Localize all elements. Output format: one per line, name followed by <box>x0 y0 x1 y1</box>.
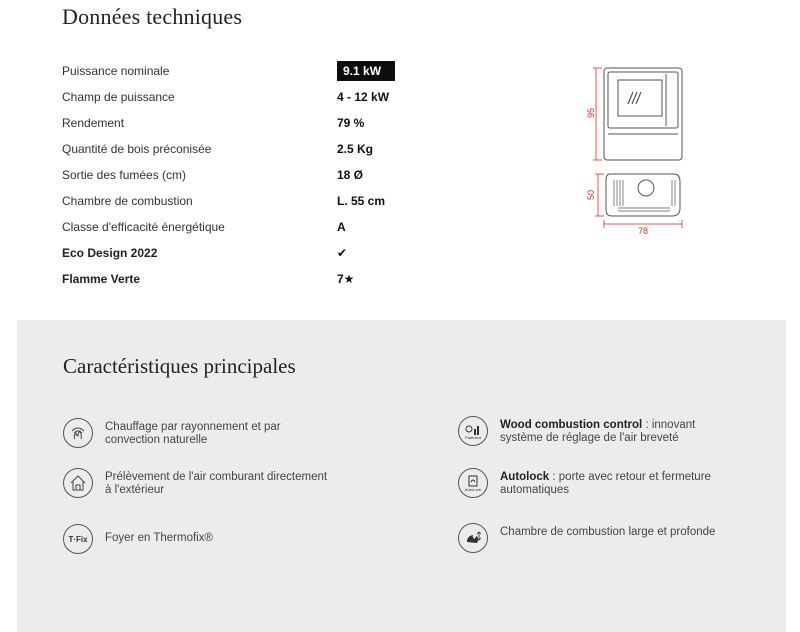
tfix-icon <box>63 524 93 554</box>
feature-item <box>458 416 730 446</box>
spec-value: A <box>337 220 346 234</box>
spec-label: Flamme Verte <box>62 272 141 286</box>
stove-top-view <box>606 174 680 216</box>
features-title: Caractéristiques principales <box>63 354 296 378</box>
autolock-icon-text: AutoLock <box>464 486 482 492</box>
feature-rest: : porte avec retour et fermeture automatiques <box>500 471 711 496</box>
spec-value: 79 % <box>337 116 365 130</box>
feature-bold: Wood combustion control <box>500 419 643 431</box>
feature-text: Foyer en Thermofix® <box>105 532 213 544</box>
feature-item <box>63 418 335 448</box>
radiation-convection-icon <box>63 418 93 448</box>
combustion-control-icon-text: Patented <box>464 434 481 440</box>
spec-row <box>62 110 422 136</box>
height-dimension <box>586 68 602 160</box>
spec-label: Eco Design 2022 <box>62 246 158 260</box>
spec-row <box>62 58 422 84</box>
feature-text <box>500 471 730 497</box>
spec-value: 18 Ø <box>337 168 364 182</box>
feature-text: Chauffage par rayonnement et par convection naturelle <box>105 421 281 446</box>
spec-row <box>62 188 422 214</box>
spec-value: 2.5 Kg <box>337 142 374 156</box>
spec-label: Classe d'efficacité énergétique <box>62 220 225 234</box>
spec-row <box>62 136 422 162</box>
spec-value: L. 55 cm <box>337 194 386 208</box>
feature-text: Chambre de combustion large et profonde <box>500 526 716 538</box>
spec-row <box>62 84 422 110</box>
depth-dimension <box>586 174 604 216</box>
spec-row <box>62 240 422 266</box>
large-chamber-icon <box>458 523 488 553</box>
feature-item <box>458 523 730 553</box>
feature-rest: : innovant système de réglage de l'air breveté <box>500 419 696 444</box>
features-panel <box>17 320 786 632</box>
spec-value: 7★ <box>337 272 355 286</box>
spec-table <box>62 58 422 292</box>
spec-value: 4 - 12 kW <box>337 90 390 104</box>
spec-value: ✔ <box>337 246 348 260</box>
width-label: 78 <box>638 226 649 236</box>
spec-label: Sortie des fumées (cm) <box>62 168 187 182</box>
width-dimension <box>604 220 682 236</box>
feature-bold: Autolock <box>500 471 550 483</box>
feature-text: Prélèvement de l'air comburant directement à l'extérieur <box>105 471 328 496</box>
feature-item <box>63 524 335 554</box>
spec-label: Champ de puissance <box>62 90 175 104</box>
outside-air-icon <box>63 468 93 498</box>
autolock-icon <box>458 468 488 498</box>
stove-technical-drawing <box>588 62 688 242</box>
depth-label: 50 <box>586 189 596 200</box>
tfix-icon-text: T·Fix <box>68 534 88 544</box>
spec-row <box>62 266 422 292</box>
spec-label: Puissance nominale <box>62 64 170 78</box>
height-label: 95 <box>586 107 596 118</box>
spec-label: Rendement <box>62 116 125 130</box>
spec-value: 9.1 kW <box>337 61 395 81</box>
tech-title: Données techniques <box>62 4 243 29</box>
spec-row <box>62 162 422 188</box>
spec-label: Chambre de combustion <box>62 194 193 208</box>
stove-front-view <box>604 68 682 160</box>
spec-row <box>62 214 422 240</box>
feature-item <box>63 468 335 498</box>
feature-item <box>458 468 730 498</box>
feature-text <box>500 419 730 445</box>
combustion-control-icon <box>458 416 488 446</box>
spec-label: Quantité de bois préconisée <box>62 142 212 156</box>
